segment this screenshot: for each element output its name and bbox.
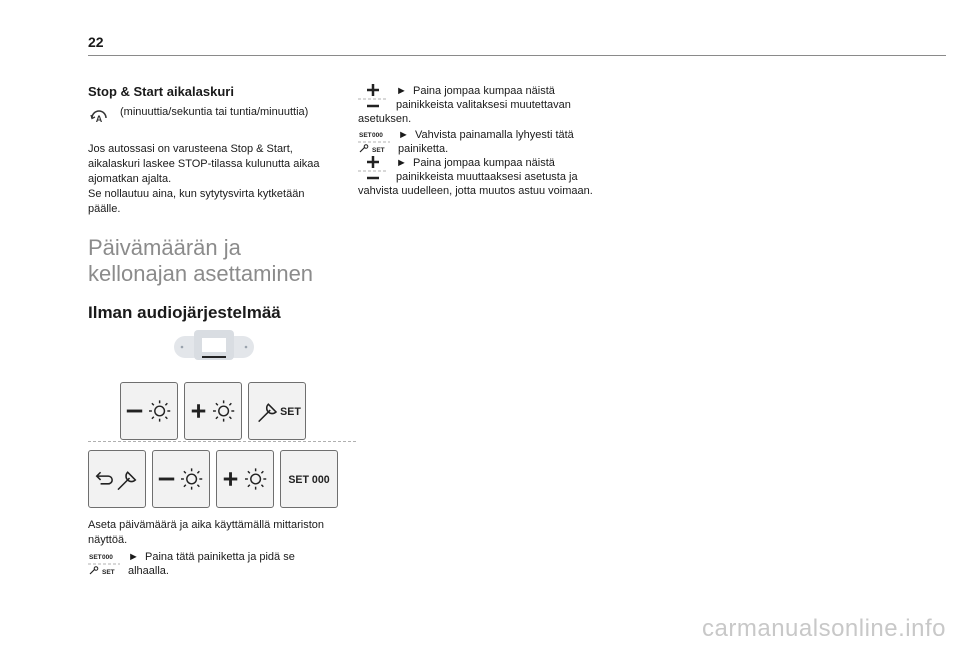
paragraph-line: aikalaskuri laskee STOP-tilassa kulunutta aikaa <box>88 158 320 170</box>
page-number: 22 <box>88 34 104 50</box>
svg-text:SET: SET <box>372 147 385 154</box>
paragraph-line: päälle. <box>88 203 121 215</box>
step-text: Vahvista painamalla lyhyesti tätä <box>415 129 574 141</box>
stop-start-note-text: (minuuttia/sekuntia tai tuntia/minuuttia) <box>120 106 309 118</box>
plus-brightness-button-2[interactable] <box>216 450 274 508</box>
plus-minus-icon <box>358 84 388 112</box>
stop-start-note <box>88 105 356 132</box>
return-wrench-icon <box>89 451 145 507</box>
watermark: carmanualsonline.info <box>702 615 946 642</box>
svg-text:000: 000 <box>102 554 113 561</box>
section-title <box>88 235 356 287</box>
bullet-arrow: ► <box>128 551 139 563</box>
paragraph-line: Se nollautuu aina, kun sytytysvirta kytketään <box>88 188 305 200</box>
plus-brightness-button[interactable] <box>184 382 242 440</box>
bullet-arrow: ► <box>396 157 407 169</box>
svg-text:SET: SET <box>359 132 372 139</box>
button-diagram <box>88 326 356 516</box>
wrench-set-icon <box>249 383 305 439</box>
left-column <box>88 84 356 323</box>
svg-text:SET: SET <box>89 554 102 561</box>
set-000-button[interactable] <box>280 450 338 508</box>
caption-block <box>88 518 356 578</box>
minus-brightness-button-2[interactable] <box>152 450 210 508</box>
step-text: vahvista uudelleen, jotta muutos astuu voimaan. <box>358 185 593 197</box>
minus-brightness-icon <box>121 383 177 439</box>
bullet-arrow: ► <box>396 85 407 97</box>
step-text: painikkeista muuttaaksesi asetusta ja <box>396 171 578 183</box>
auto-stop-timer-icon <box>88 105 110 132</box>
divider-dashed <box>88 441 356 442</box>
svg-text:A: A <box>95 114 103 124</box>
step-text: asetuksen. <box>358 113 412 125</box>
section-title-line: kellonajan asettaminen <box>88 261 314 286</box>
caption-line: Aseta päivämäärä ja aika käyttämällä mittariston <box>88 519 324 531</box>
step-select-setting <box>358 84 620 112</box>
right-column <box>358 84 620 198</box>
set-000-icon <box>281 451 337 507</box>
wrench-set-button[interactable] <box>248 382 306 440</box>
step-text: Paina jompaa kumpaa näistä <box>413 157 555 169</box>
stop-start-heading: Stop & Start aikalaskuri <box>88 84 234 99</box>
paragraph-line: Jos autossasi on varusteena Stop & Start, <box>88 143 293 155</box>
section-title-line: Päivämäärän ja <box>88 235 241 260</box>
return-wrench-button[interactable] <box>88 450 146 508</box>
set-000-small-icon <box>358 128 394 156</box>
plus-brightness-icon <box>217 451 273 507</box>
stop-start-paragraph <box>88 142 356 217</box>
set-label: SET <box>280 405 301 418</box>
minus-brightness-icon <box>153 451 209 507</box>
subsection-heading: Ilman audiojärjestelmää <box>88 303 281 322</box>
step-text: Paina jompaa kumpaa näistä <box>413 85 555 97</box>
step-text: Paina tätä painiketta ja pidä se <box>145 551 295 563</box>
minus-brightness-button[interactable] <box>120 382 178 440</box>
step-text: painikkeista valitaksesi muutettavan <box>396 99 571 111</box>
paragraph-line: ajomatkan ajalta. <box>88 173 172 185</box>
caption-line: näyttöä. <box>88 534 128 546</box>
step-text: alhaalla. <box>128 565 169 577</box>
step-change-setting <box>358 156 620 184</box>
set-000-label: SET 000 <box>288 473 330 486</box>
instrument-cluster-icon <box>172 326 256 362</box>
plus-minus-icon <box>358 156 388 184</box>
step-text: painiketta. <box>398 143 449 155</box>
bullet-arrow: ► <box>398 129 409 141</box>
header-rule <box>88 55 946 56</box>
svg-text:SET: SET <box>102 569 115 576</box>
svg-text:000: 000 <box>372 132 383 139</box>
step-confirm <box>358 128 620 156</box>
plus-brightness-icon <box>185 383 241 439</box>
set-000-small-icon <box>88 550 124 578</box>
step-hold-button <box>88 550 356 578</box>
